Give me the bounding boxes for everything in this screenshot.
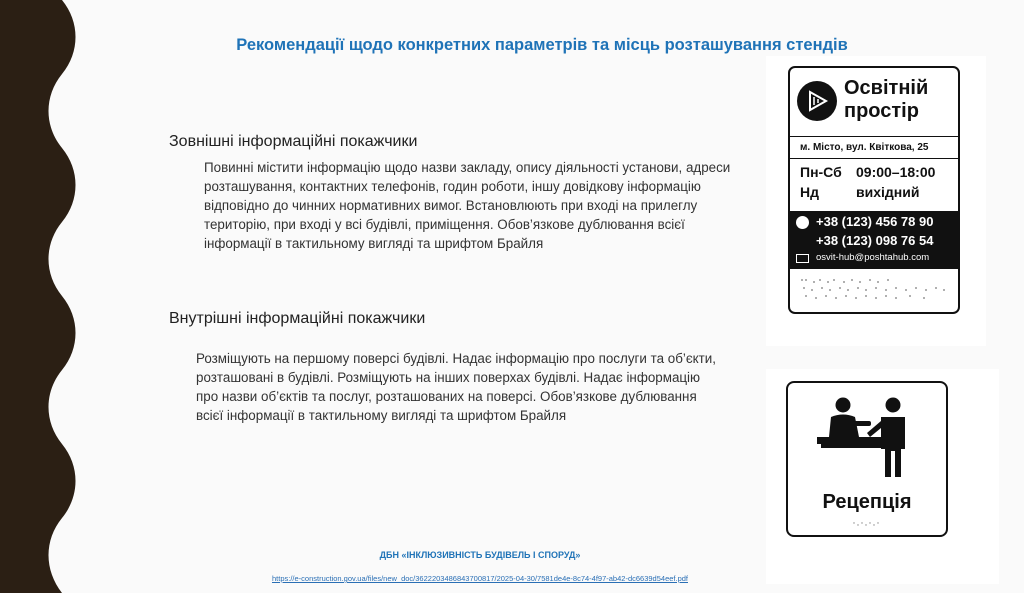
sign-address: м. Місто, вул. Квіткова, 25	[800, 142, 929, 153]
sign-name-line1: Освітній	[844, 77, 929, 99]
sign-contacts-band	[790, 211, 958, 269]
sign-hours1: 09:00–18:00	[856, 164, 936, 180]
sign-phone2: +38 (123) 098 76 54	[816, 233, 934, 248]
external-heading: Зовнішні інформаційні покажчики	[169, 133, 418, 150]
sign-phone1: +38 (123) 456 78 90	[816, 214, 934, 229]
sign-days2: Нд	[800, 184, 819, 200]
arrow-icon	[797, 81, 837, 121]
external-sign-plate	[788, 66, 960, 314]
sign-days1: Пн-Сб	[800, 164, 842, 180]
reception-sign-image	[766, 369, 999, 584]
mail-icon	[796, 254, 809, 263]
sign-name-line2: простір	[844, 100, 919, 122]
external-sign-image	[766, 56, 986, 346]
external-text: Повинні містити інформацію щодо назви закладу, опису діяльності установи, адреси розташування, контактних телефонів, годин роботи, іншу довідкову інформацію відповідно до чинних нормативних вимог. Встановлюють при вході на прилеглу територію, при вході у всі будівлі, приміщення. Обов’язкове дублювання всієї інформації в тактильному вигляді та шрифтом Брайля	[204, 160, 731, 251]
source-link[interactable]: https://e-construction.gov.ua/files/new_doc/3622203486843700817/2025-04-30/7581de4e-8c74-4f97-ab42-dc6639d54eef.pdf	[271, 574, 688, 583]
sign-email: osvit-hub@poshtahub.com	[816, 252, 930, 263]
sign-hours2: вихідний	[856, 184, 920, 200]
reception-icon	[817, 395, 917, 483]
braille-dots	[852, 521, 882, 527]
slide-title: Рекомендації щодо конкретних параметрів та місць розташування стендів	[236, 36, 848, 54]
reception-sign-plate	[786, 381, 948, 537]
reception-label: Рецепція	[822, 491, 912, 513]
braille-dots	[800, 278, 950, 300]
internal-text: Розміщують на першому поверсі будівлі. Надає інформацію про послуги та об’єкти, розташовані в будівлі. Розміщують на інших поверхах будівлі. Надає інформацію про назви об’єктів та послуг, розташованих на поверсі. Обов’язкове дублювання всієї інформації в тактильному вигляді та шрифтом Брайля	[196, 351, 717, 423]
internal-heading: Внутрішні інформаційні покажчики	[169, 310, 426, 327]
source-title: ДБН «ІНКЛЮЗИВНІСТЬ БУДІВЕЛЬ І СПОРУД»	[379, 550, 581, 560]
decorative-wave-border	[0, 0, 80, 593]
phone-icon	[796, 216, 809, 229]
